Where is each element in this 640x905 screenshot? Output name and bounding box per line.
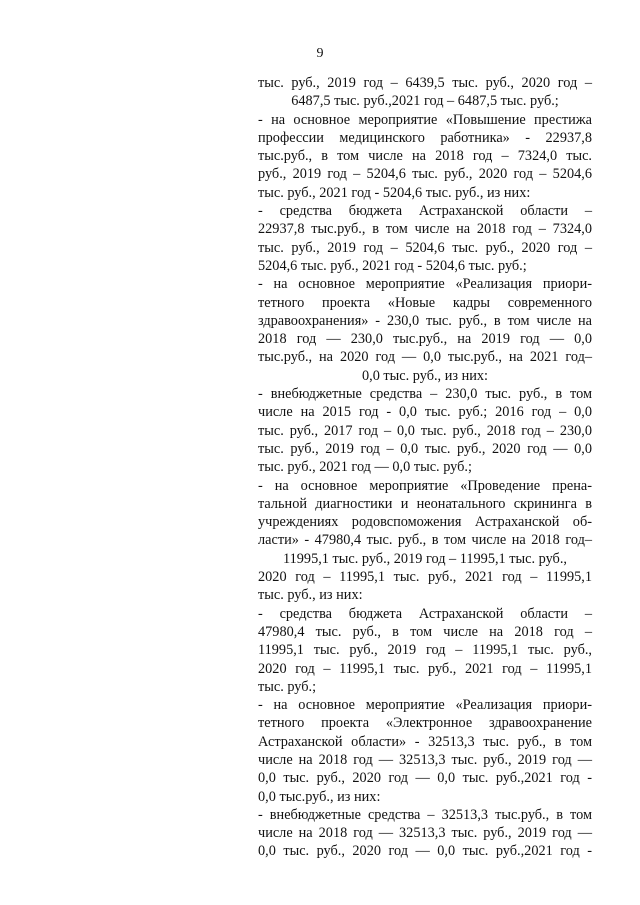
text-line: тыс. руб., 2021 год - 5204,6 тыс. руб., из них: bbox=[258, 184, 531, 201]
text-line: 6487,5 тыс. руб.,2021 год – 6487,5 тыс. руб.; bbox=[291, 93, 559, 110]
text-line: 0,0 тыс.руб., из них: bbox=[258, 788, 381, 805]
text-line: - средства бюджета Астраханской области – bbox=[258, 605, 592, 622]
text-line: 2020 год – 11995,1 тыс. руб., 2021 год – 11995,1 bbox=[258, 660, 592, 677]
text-line: ласти» - 47980,4 тыс. руб., в том числе на 2018 год– bbox=[258, 532, 592, 549]
text-line: - внебюджетные средства – 32513,3 тыс.руб., в том bbox=[258, 806, 592, 823]
text-line: тыс. руб., 2021 год — 0,0 тыс. руб.; bbox=[258, 459, 472, 476]
text-line: руб., 2019 год – 5204,6 тыс. руб., 2020 год – 5204,6 bbox=[258, 166, 592, 183]
text-line: 0,0 тыс. руб., 2020 год — 0,0 тыс. руб.,2021 год - bbox=[258, 770, 592, 787]
text-line: 47980,4 тыс. руб., в том числе на 2018 год – bbox=[258, 623, 592, 640]
text-line: тыс. руб., 2019 год – 6439,5 тыс. руб., 2020 год – bbox=[258, 75, 592, 91]
text-line: 0,0 тыс. руб., из них: bbox=[361, 367, 488, 384]
text-line: тыс.руб., в том числе на 2018 год – 7324,0 тыс. bbox=[258, 148, 592, 165]
text-line: - на основное мероприятие «Реализация приори- bbox=[258, 697, 592, 714]
text-line: - на основное мероприятие «Повышение престижа bbox=[258, 111, 592, 128]
text-line: - внебюджетные средства – 230,0 тыс. руб., в том bbox=[258, 386, 592, 403]
text-line: Астраханской области» - 32513,3 тыс. руб., в том bbox=[258, 733, 592, 750]
text-line: 5204,6 тыс. руб., 2021 год - 5204,6 тыс. руб.; bbox=[258, 257, 527, 274]
text-line: 0,0 тыс. руб., 2020 год — 0,0 тыс. руб.,2021 год - bbox=[258, 843, 592, 860]
text-line: тыс. руб., 2017 год – 0,0 тыс. руб., 2018 год – 230,0 bbox=[258, 422, 592, 439]
text-line: тетного проекта «Новые кадры современного bbox=[258, 294, 592, 311]
text-line: тетного проекта «Электронное здравоохранение bbox=[258, 715, 592, 732]
text-line: 11995,1 тыс. руб., 2019 год – 11995,1 тыс. руб., bbox=[283, 550, 567, 567]
document-body-text bbox=[258, 74, 592, 861]
text-line: тальной диагностики и неонатального скрининга в bbox=[258, 495, 592, 512]
text-line: тыс. руб.; bbox=[258, 678, 317, 695]
text-line: - на основное мероприятие «Реализация приори- bbox=[258, 276, 592, 293]
text-line: тыс.руб., на 2020 год — 0,0 тыс.руб., на 2021 год– bbox=[258, 349, 592, 366]
text-line: здравоохранения» - 230,0 тыс. руб., в том числе на bbox=[258, 312, 592, 329]
text-line: 2018 год — 230,0 тыс.руб., на 2019 год — 0,0 bbox=[258, 331, 592, 348]
text-line: тыс. руб., 2019 год – 0,0 тыс. руб., 2020 год — 0,0 bbox=[258, 440, 592, 457]
text-line: 11995,1 тыс. руб., 2019 год – 11995,1 тыс. руб., bbox=[258, 642, 592, 659]
text-line: - на основное мероприятие «Проведение прена- bbox=[258, 477, 592, 494]
text-line: тыс. руб., из них: bbox=[258, 587, 363, 604]
text-line: учреждениях родовспоможения Астраханской об- bbox=[258, 514, 592, 531]
page-number: 9 bbox=[316, 46, 324, 61]
text-line: профессии медицинского работника» - 22937,8 bbox=[258, 129, 592, 146]
text-line: тыс. руб., 2019 год – 5204,6 тыс. руб., 2020 год – bbox=[258, 239, 592, 256]
text-line: - средства бюджета Астраханской области – bbox=[258, 203, 592, 220]
text-line: числе на 2018 год — 32513,3 тыс. руб., 2019 год — bbox=[258, 751, 592, 768]
text-line: числе на 2015 год - 0,0 тыс. руб.; 2016 год – 0,0 bbox=[258, 404, 592, 421]
text-line: 2020 год – 11995,1 тыс. руб., 2021 год – 11995,1 bbox=[258, 569, 592, 586]
text-line: числе на 2018 год — 32513,3 тыс. руб., 2019 год — bbox=[258, 825, 592, 842]
text-line: 22937,8 тыс.руб., в том числе на 2018 год – 7324,0 bbox=[258, 221, 592, 238]
